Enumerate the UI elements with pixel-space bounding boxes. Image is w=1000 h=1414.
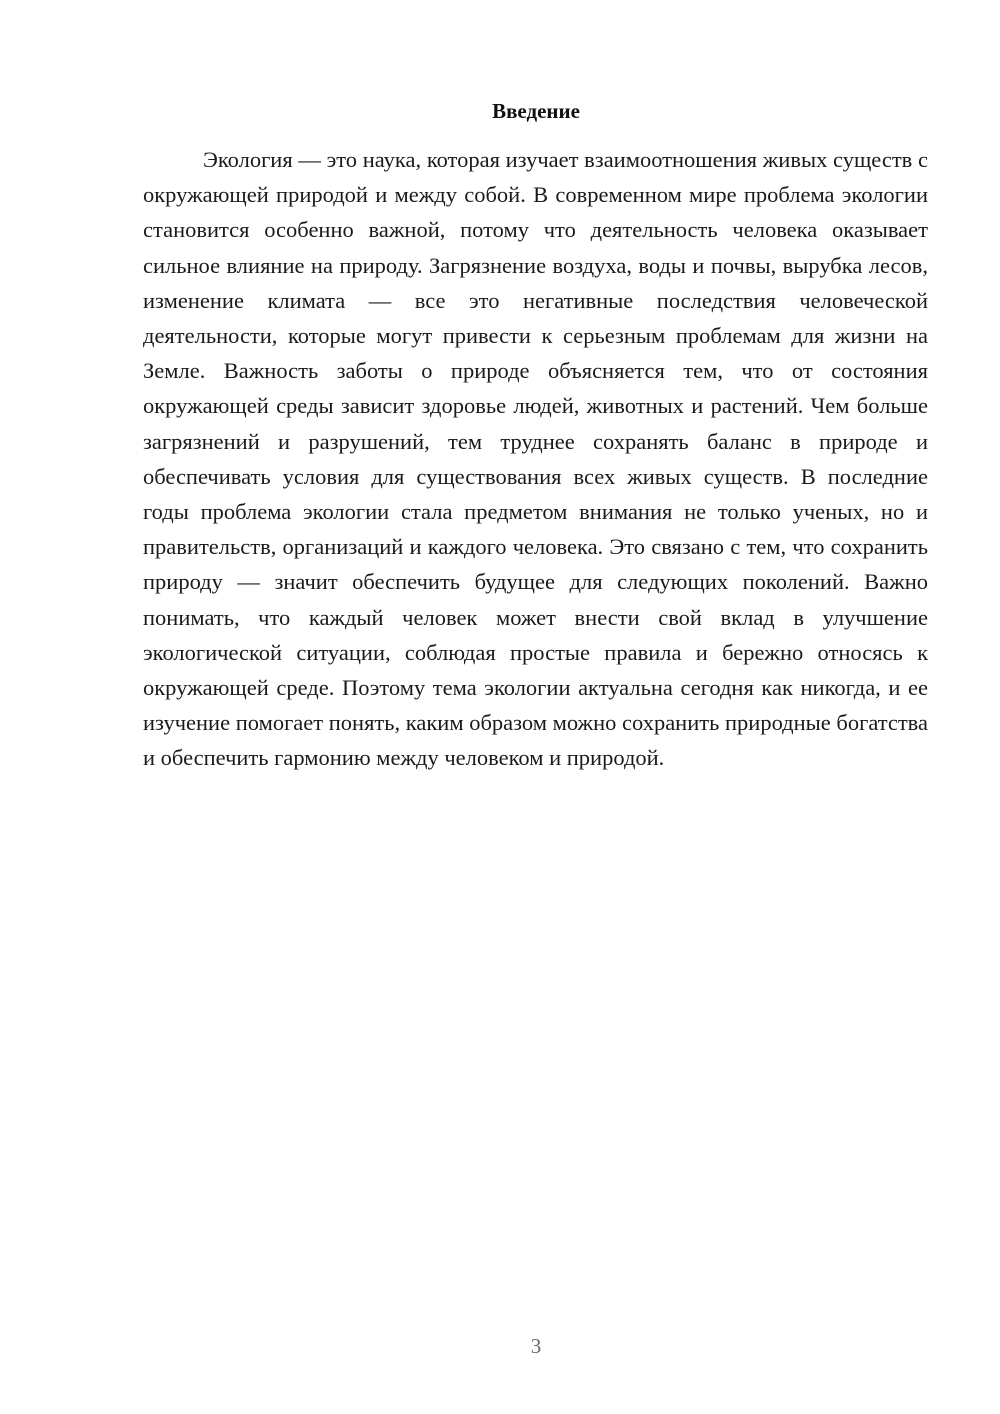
- section-heading: Введение: [492, 99, 580, 123]
- body-paragraph: Экология — это наука, которая изучает взаимоотношения живых существ с окружающей природой и между собой. В современном мире проблема экологии становится особенно важной, потому что деятельность человека оказывает сильное влияние на природу. Загрязнение воздуха, воды и почвы, вырубка лесов, изменение климата — все это негативные последствия человеческой деятельности, которые могут привести к серьезным проблемам для жизни на Земле. Важность заботы о природе объясняется тем, что от состояния окружающей среды зависит здоровье людей, животных и растений. Чем больше загрязнений и разрушений, тем труднее сохранять баланс в природе и обеспечивать условия для существования всех живых существ. В последние годы проблема экологии стала предметом внимания не только ученых, но и правительств, организаций и каждого человека. Это связано с тем, что сохранить природу — значит обеспечить будущее для следующих поколений. Важно понимать, что каждый человек может внести свой вклад в улучшение экологической ситуации, соблюдая простые правила и бережно относясь к окружающей среде. Поэтому тема экологии актуальна сегодня как никогда, и ее изучение помогает понять, каким образом можно сохранить природные богатства и обеспечить гармонию между человеком и природой.: [143, 147, 928, 771]
- page-number: 3: [530, 1334, 542, 1358]
